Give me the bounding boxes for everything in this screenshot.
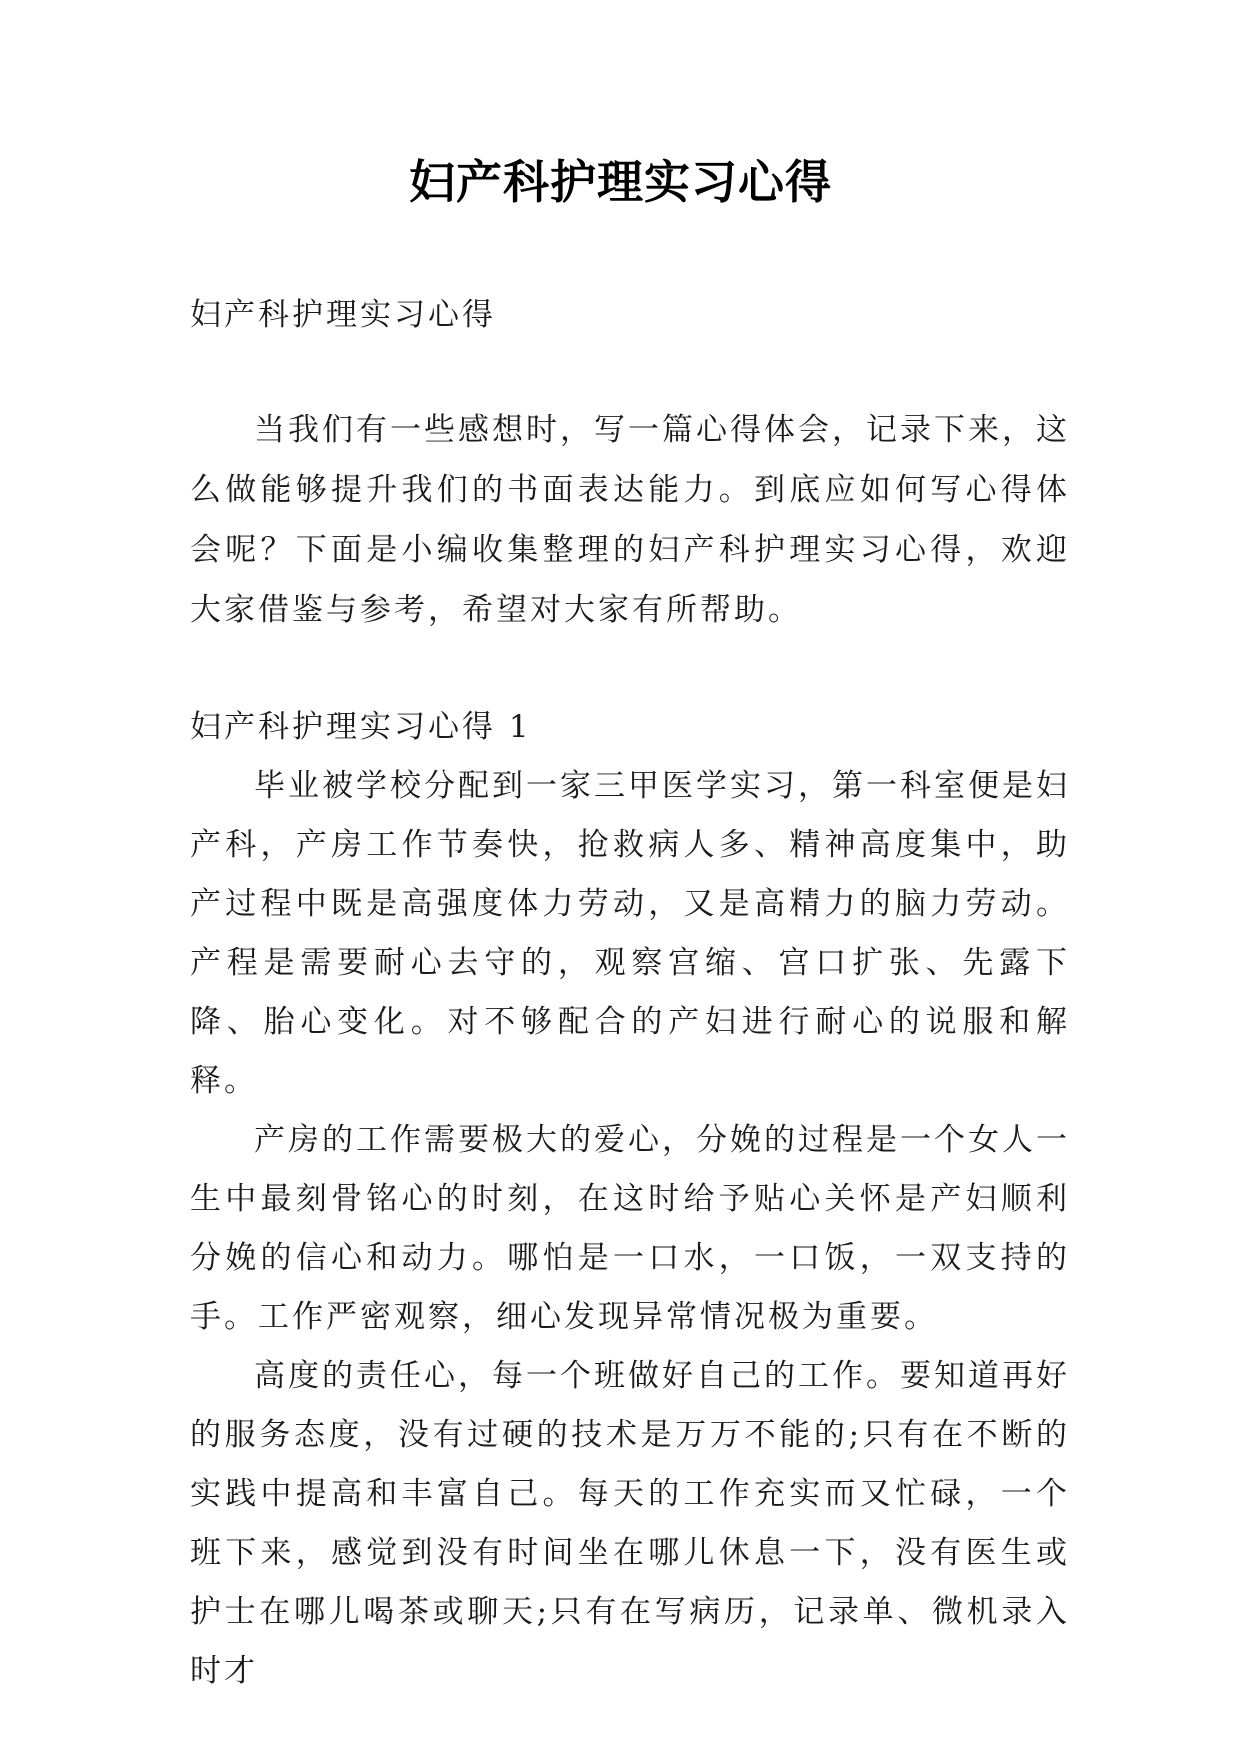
body-paragraph: 产房的工作需要极大的爱心，分娩的过程是一个女人一生中最刻骨铭心的时刻，在这时给予贴心关怀是产妇顺利分娩的信心和动力。哪怕是一口水，一口饭，一双支持的手。工作严密观察，细心发现异常情况极为重要。 (190, 1122, 1070, 1335)
document-subtitle: 妇产科护理实习心得 (190, 297, 496, 333)
intro-section (190, 400, 1070, 640)
section-1 (190, 698, 1070, 1701)
document-title: 妇产科护理实习心得 (409, 155, 832, 209)
body-paragraph: 高度的责任心，每一个班做好自己的工作。要知道再好的服务态度，没有过硬的技术是万万不能的;只有在不断的实践中提高和丰富自己。每天的工作充实而又忙碌，一个班下来，感觉到没有时间坐在哪儿休息一下，没有医生或护士在哪儿喝茶或聊天;只有在写病历，记录单、微机录入时才 (190, 1358, 1070, 1689)
intro-paragraph: 当我们有一些感想时，写一篇心得体会，记录下来，这么做能够提升我们的书面表达能力。到底应如何写心得体会呢？下面是小编收集整理的妇产科护理实习心得，欢迎大家借鉴与参考，希望对大家有所帮助。 (190, 412, 1070, 628)
body-paragraph: 毕业被学校分配到一家三甲医学实习，第一科室便是妇产科，产房工作节奏快，抢救病人多、精神高度集中，助产过程中既是高强度体力劳动，又是高精力的脑力劳动。产程是需要耐心去守的，观察宫缩、宫口扩张、先露下降、胎心变化。对不够配合的产妇进行耐心的说服和解释。 (190, 768, 1070, 1099)
section-heading: 妇产科护理实习心得 1 (190, 709, 532, 745)
